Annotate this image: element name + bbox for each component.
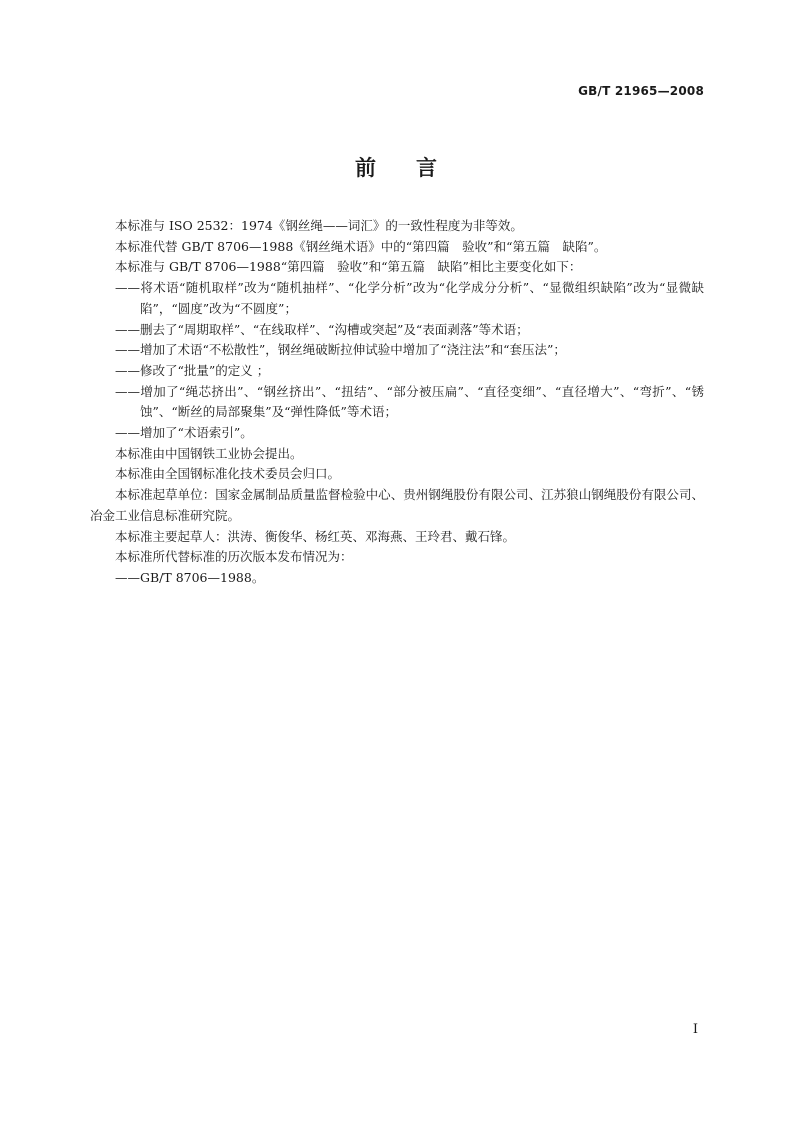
page-number: I <box>692 1022 698 1037</box>
change-item-modified-definition: ——修改了“批量”的定义 ； <box>115 362 270 378</box>
foreword-body <box>90 216 704 589</box>
change-item-added-terms: ——增加了“绳芯挤出”、“钢丝挤出”、“扭结”、“部分被压扁”、“直径变细”、“直径增大”、“弯折”、“锈蚀”、“断丝的局部聚集”及“弹性降低”等术语； <box>115 383 704 420</box>
change-item-added-term: ——增加了术语“不松散性”，钢丝绳破断拉伸试验中增加了“浇注法”和“套压法”； <box>115 342 566 358</box>
page-title <box>0 152 794 182</box>
title-char-2: 言 <box>416 156 439 180</box>
paragraph-equivalence: 本标准与 ISO 2532：1974《钢丝绳——词汇》的一致性程度为非等效。 <box>115 218 523 233</box>
paragraph-replaces: 本标准代替 GB/T 8706—1988《钢丝绳术语》中的“第四篇 验收”和“第五篇 缺陷”。 <box>115 238 607 254</box>
paragraph-changes-intro: 本标准与 GB/T 8706—1988“第四篇 验收”和“第五篇 缺陷”相比主要变化如下： <box>115 259 582 275</box>
change-item-renamed-terms: ——将术语“随机取样”改为“随机抽样”、“化学分析”改为“化学成分分析”、“显微组织缺陷”改为“显微缺陷”，“圆度”改为“不圆度”； <box>115 280 704 316</box>
change-item-deleted-terms: ——删去了“周期取样”、“在线取样”、“沟槽或突起”及“表面剥落”等术语； <box>115 321 529 337</box>
paragraph-drafters: 本标准主要起草人：洪涛、衡俊华、杨红英、邓海燕、王玲君、戴石锋。 <box>115 528 516 544</box>
paragraph-history-item: ——GB/T 8706—1988。 <box>115 569 265 585</box>
paragraph-proposer: 本标准由中国钢铁工业协会提出。 <box>115 445 303 461</box>
change-item-added-index: ——增加了“术语索引”。 <box>115 425 253 441</box>
paragraph-committee: 本标准由全国钢标准化技术委员会归口。 <box>115 466 341 482</box>
title-char-1: 前 <box>355 156 378 180</box>
paragraph-drafting-units: 本标准起草单位：国家金属制品质量监督检验中心、贵州钢绳股份有限公司、江苏狼山钢绳股份有限公司、冶金工业信息标准研究院。 <box>90 487 704 523</box>
standard-code: GB/T 21965—2008 <box>578 84 704 98</box>
paragraph-history-intro: 本标准所代替标准的历次版本发布情况为： <box>115 549 353 565</box>
